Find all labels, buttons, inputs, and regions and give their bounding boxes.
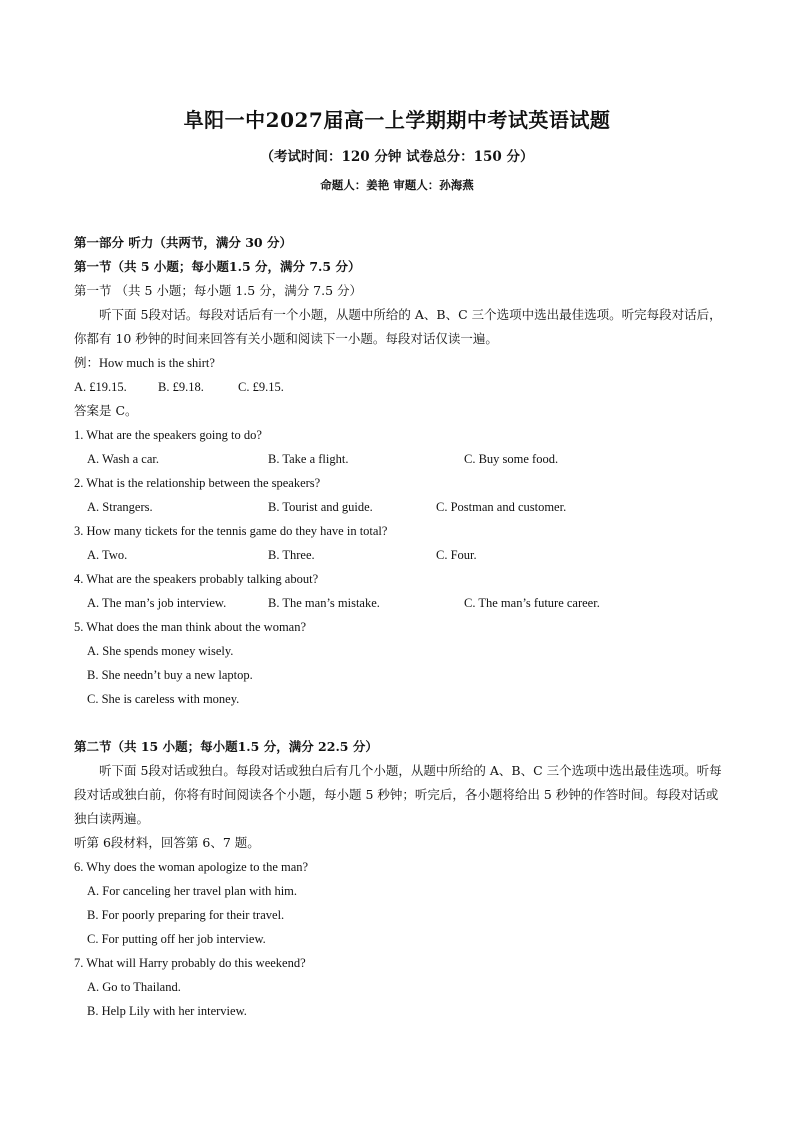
question-4-option-a: A. The man’s job interview. <box>87 596 227 610</box>
question-3-option-a: A. Two. <box>87 548 128 562</box>
section2-heading: 第二节（共 15 小题；每小题1.5 分，满分 22.5 分） <box>74 739 378 754</box>
question-5-option-a: A. She spends money wisely. <box>87 644 234 658</box>
example-answer: 答案是 C。 <box>74 403 138 418</box>
section1-heading-plain: 第一节 （共 5 小题；每小题 1.5 分，满分 7.5 分） <box>74 283 363 298</box>
question-2-option-b: B. Tourist and guide. <box>268 500 373 514</box>
question-3: 3. How many tickets for the tennis game do they have in total? <box>74 524 388 538</box>
question-6-option-a: A. For canceling her travel plan with him. <box>87 884 298 898</box>
section1-instruction: 听下面 5段对话。每段对话后有一个小题，从题中所给的 A、B、C 三个选项中选出最佳选项。听完每段对话后，你都有 10 秒钟的时间来回答有关小题和阅读下一小题。每段对话仅读一遍。 <box>74 307 722 346</box>
part1-heading: 第一部分 听力（共两节，满分 30 分） <box>74 235 292 250</box>
question-5-option-c: C. She is careless with money. <box>87 692 240 706</box>
question-6-option-c: C. For putting off her job interview. <box>87 932 266 946</box>
question-4-option-b: B. The man’s mistake. <box>268 596 380 610</box>
exam-authors: 命题人：姜艳 审题人：孙海燕 <box>320 178 474 192</box>
section2-instruction: 听下面 5段对话或独白。每段对话或独白后有几个小题，从题中所给的 A、B、C 三个选项中选出最佳选项。听每段对话或独白前，你将有时间阅读各个小题，每小题 5 秒钟；听完后，各小题将给出 5 秒钟的作答时间。每段对话或独白读两遍。 <box>74 763 722 826</box>
question-1-option-c: C. Buy some food. <box>464 452 559 466</box>
question-2-option-a: A. Strangers. <box>87 500 153 514</box>
question-1-option-a: A. Wash a car. <box>87 452 160 466</box>
question-2: 2. What is the relationship between the speakers? <box>74 476 321 490</box>
example-option-b: B. £9.18. <box>158 380 204 394</box>
example-option-a: A. £19.15. <box>74 380 127 394</box>
example-question: 例：How much is the shirt? <box>74 356 215 370</box>
question-3-option-c: C. Four. <box>436 548 477 562</box>
question-2-option-c: C. Postman and customer. <box>436 500 567 514</box>
question-1-option-b: B. Take a flight. <box>268 452 349 466</box>
question-7-option-b: B. Help Lily with her interview. <box>87 1004 247 1018</box>
question-6: 6. Why does the woman apologize to the man? <box>74 860 309 874</box>
material-6-note: 听第 6段材料，回答第 6、7 题。 <box>74 835 260 850</box>
question-6-option-b: B. For poorly preparing for their travel. <box>87 908 285 922</box>
question-1: 1. What are the speakers going to do? <box>74 428 262 442</box>
question-4-option-c: C. The man’s future career. <box>464 596 600 610</box>
question-4: 4. What are the speakers probably talking about? <box>74 572 319 586</box>
exam-title: 阜阳一中2027届高一上学期期中考试英语试题 <box>183 108 611 132</box>
question-3-option-b: B. Three. <box>268 548 315 562</box>
exam-subtitle: （考试时间：120 分钟 试卷总分：150 分） <box>260 149 534 165</box>
section1-heading-bold: 第一节（共 5 小题；每小题1.5 分，满分 7.5 分） <box>74 259 361 274</box>
example-option-c: C. £9.15. <box>238 380 284 394</box>
question-7-option-a: A. Go to Thailand. <box>87 980 181 994</box>
question-7: 7. What will Harry probably do this weekend? <box>74 956 306 970</box>
question-5-option-b: B. She needn’t buy a new laptop. <box>87 668 253 682</box>
question-5: 5. What does the man think about the woman? <box>74 620 307 634</box>
